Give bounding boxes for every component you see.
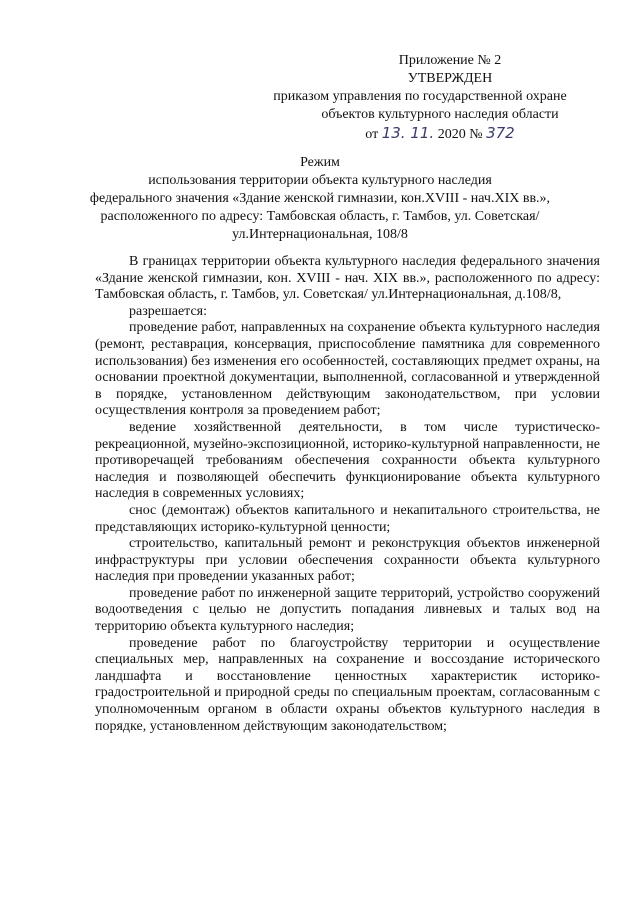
allowed-item-3: снос (демонтаж) объектов капитального и некапитального строительства, не представляющих историко-культурной ценности; — [95, 502, 600, 535]
approval-header — [240, 52, 600, 144]
handwritten-number: 372 — [486, 124, 515, 142]
order-line-2: объектов культурного наследия области — [321, 107, 559, 122]
title-line-5: ул.Интернациональная, 108/8 — [232, 227, 408, 242]
date-prefix: от — [365, 127, 379, 142]
number-sign: № — [469, 127, 483, 142]
approved-label: УТВЕРЖДЕН — [407, 71, 493, 86]
order-year: 2020 — [437, 127, 466, 142]
allowed-item-5: проведение работ по инженерной защите территорий, устройство сооружений водоотведения с целью не допустить попадания ливневых и талых вод на территорию объекта культурного наследия; — [95, 585, 600, 635]
title-line-1: Режим — [300, 155, 340, 170]
regime-title — [60, 154, 580, 244]
appendix-label: Приложение № 2 — [398, 53, 502, 68]
order-line-1: приказом управления по государственной охране — [273, 89, 567, 104]
title-line-3: федерального значения «Здание женской гимназии, кон.XVIII - нач.XIX вв.», — [89, 191, 551, 206]
order-date-line — [240, 124, 600, 144]
allowed-item-1: проведение работ, направленных на сохранение объекта культурного наследия (ремонт, реставрация, консервация, приспособление памятника для современного использования) без изменения его особенностей, составляющих предмет охраны, на основании проектной документации, выполненной, согласованной и утвержденной в порядке, установленном действующим законодательством, при условии осуществления контроля за проведением работ; — [95, 320, 600, 419]
allowed-item-6: проведение работ по благоустройству территории и осуществление специальных мер, направленных на сохранение и воссоздание исторического ландшафта и восстановление ценностных характеристик историко-градостроительной и природной среды по специальным проектам, согласованным с уполномоченным органом в области охраны объектов культурного наследия в порядке, установленном действующим законодательством; — [95, 635, 600, 734]
allowed-label: разрешается: — [129, 303, 207, 319]
regime-body — [95, 254, 600, 735]
title-line-4: расположенного по адресу: Тамбовская область, г. Тамбов, ул. Советская/ — [100, 209, 540, 224]
title-line-2: использования территории объекта культурного наследия — [148, 173, 492, 188]
allowed-item-2: ведение хозяйственной деятельности, в том числе туристическо-рекреационной, музейно-экспозиционной, историко-культурной направленности, не противоречащей требованиям обеспечения сохранности объекта культурного наследия и позволяющей обеспечить функционирование объекта культурного наследия в современных условиях; — [95, 419, 600, 502]
intro-paragraph: В границах территории объекта культурного наследия федерального значения «Здание женской гимназии, кон. XVIII - нач. XIX вв.», расположенного по адресу: Тамбовская область, г. Тамбов, ул. Советская/ ул.Интернациональная, д.108/8, — [95, 254, 600, 303]
handwritten-date: 13. 11. — [381, 124, 435, 142]
allowed-item-4: строительство, капитальный ремонт и реконструкция объектов инженерной инфраструктуры при условии обеспечения сохранности объекта культурного наследия при проведении указанных работ; — [95, 536, 600, 585]
